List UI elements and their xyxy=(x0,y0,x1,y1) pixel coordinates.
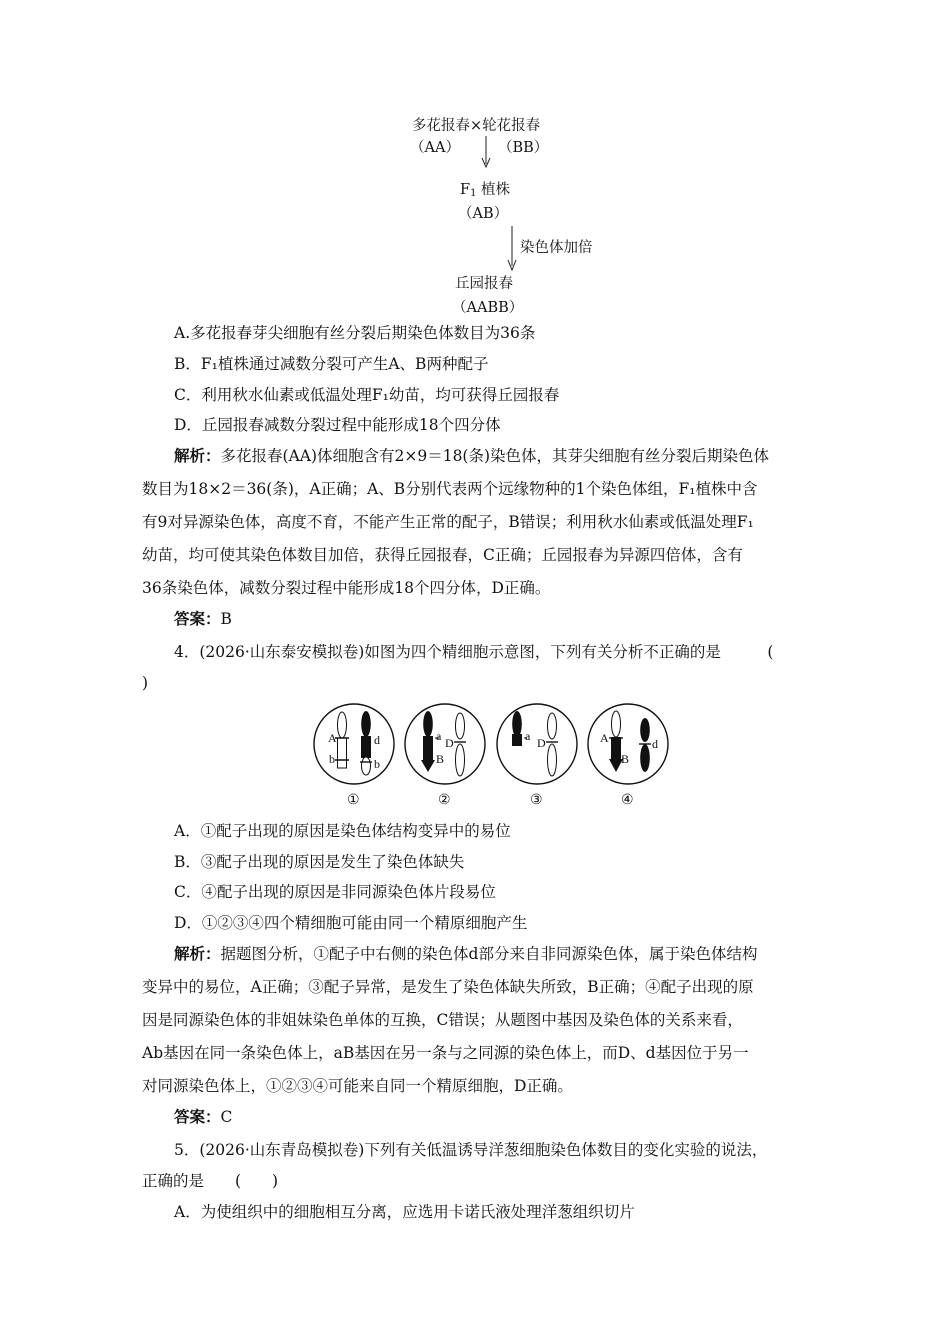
cell-3 xyxy=(497,704,577,784)
q4-option-a: A．①配子出现的原因是染色体结构变异中的易位 xyxy=(174,822,511,840)
q4-stem: 4．(2026·山东泰安模拟卷)如图为四个精细胞示意图，下列有关分析不正确的是 ( xyxy=(174,643,774,661)
doubling-step-label: 染色体加倍 xyxy=(520,240,593,256)
q3-option-c: C．利用秋水仙素或低温处理F₁幼苗，均可获得丘园报春 xyxy=(174,386,560,404)
q3-analysis-line: 有9对异源染色体，高度不育，不能产生正常的配子，B错误；利用秋水仙素或低温处理F₁ xyxy=(142,513,754,531)
cell-4 xyxy=(588,704,668,784)
q4-analysis-line: 解析：据题图分析，①配子中右侧的染色体d部分来自非同源染色体，属于染色体结构 xyxy=(174,944,758,963)
f1-genome: （AB） xyxy=(458,206,509,222)
q3-answer: 答案：B xyxy=(174,609,232,628)
cell-2 xyxy=(405,704,485,784)
q4-option-b: B．③配子出现的原因是发生了染色体缺失 xyxy=(174,853,465,871)
sperm-cells-drawing xyxy=(312,700,672,810)
q4-analysis-line: 对同源染色体上，①②③④可能来自同一个精原细胞，D正确。 xyxy=(142,1077,573,1095)
gene-label: B xyxy=(436,752,445,766)
q5-stem: 5．(2026·山东青岛模拟卷)下列有关低温诱导洋葱细胞染色体数目的变化实验的说法， xyxy=(174,1141,768,1159)
cell-numeral: ① xyxy=(347,793,360,808)
cell-numeral: ④ xyxy=(621,793,634,808)
cell-numeral: ② xyxy=(438,793,451,808)
gene-label: a xyxy=(436,729,442,743)
q3-analysis-line: 36条染色体，减数分裂过程中能形成18个四分体，D正确。 xyxy=(142,579,551,597)
q3-option-d: D．丘园报春减数分裂过程中能形成18个四分体 xyxy=(174,416,501,434)
parent1-genome: （AA） xyxy=(410,140,460,156)
gene-label: B xyxy=(621,752,630,766)
gene-label: A xyxy=(328,731,337,745)
product-genome: （AABB） xyxy=(452,300,524,316)
product-label: 丘园报春 xyxy=(455,276,513,292)
parent2-genome: （BB） xyxy=(498,140,549,156)
gene-label: D xyxy=(537,736,546,750)
gene-label: A xyxy=(600,731,609,745)
analysis-label: 解析： xyxy=(174,446,221,465)
gene-label: b xyxy=(329,752,335,766)
q4-analysis-line: 因是同源染色体的非姐妹染色单体的互换，C错误；从题图中基因及染色体的关系来看， xyxy=(142,1011,743,1029)
q5-option-a: A．为使组织中的细胞相互分离，应选用卡诺氏液处理洋葱组织切片 xyxy=(174,1203,635,1221)
down-arrow-icon xyxy=(480,136,492,168)
q3-option-a: A.多花报春芽尖细胞有丝分裂后期染色体数目为36条 xyxy=(174,324,536,342)
gene-label: d xyxy=(374,733,380,747)
cell-1 xyxy=(314,704,394,784)
q4-stem-cont: ) xyxy=(142,674,149,692)
q3-analysis-line: 解析：多花报春(AA)体细胞含有2×9＝18(条)染色体，其芽尖细胞有丝分裂后期染色体 xyxy=(174,446,770,465)
q5-stem-cont: 正确的是 ( ) xyxy=(142,1172,279,1190)
hybridization-flow-diagram xyxy=(380,108,600,323)
q3-analysis-line: 数目为18×2＝36(条)，A正确；A、B分别代表两个远缘物种的1个染色体组，F₁植株中含 xyxy=(142,480,758,498)
q4-analysis-line: Ab基因在同一条染色体上，aB基因在另一条与之同源的染色体上，而D、d基因位于另一 xyxy=(142,1044,749,1062)
gene-label: D xyxy=(445,736,454,750)
q3-analysis-line: 幼苗，均可使其染色体数目加倍，获得丘园报春，C正确；丘园报春为异源四倍体，含有 xyxy=(142,546,743,564)
q3-option-b: B．F₁植株通过减数分裂可产生A、B两种配子 xyxy=(174,355,489,373)
q4-answer: 答案：C xyxy=(174,1107,233,1126)
gene-label: b xyxy=(374,757,380,771)
f1-plant-label: $F_1$ 植株 xyxy=(460,182,511,199)
q4-option-c: C．④配子出现的原因是非同源染色体片段易位 xyxy=(174,883,496,901)
down-arrow-icon xyxy=(506,226,518,272)
gene-label: a xyxy=(525,729,531,743)
cell-numeral: ③ xyxy=(530,793,543,808)
sperm-cells-figure xyxy=(312,700,672,810)
analysis-label: 解析： xyxy=(174,944,221,963)
q4-option-d: D．①②③④四个精细胞可能由同一个精原细胞产生 xyxy=(174,914,528,932)
cross-label: 多花报春×轮花报春 xyxy=(412,118,541,134)
gene-label: d xyxy=(652,737,658,751)
q4-analysis-line: 变异中的易位，A正确；③配子异常，是发生了染色体缺失所致，B正确；④配子出现的原 xyxy=(142,978,754,996)
